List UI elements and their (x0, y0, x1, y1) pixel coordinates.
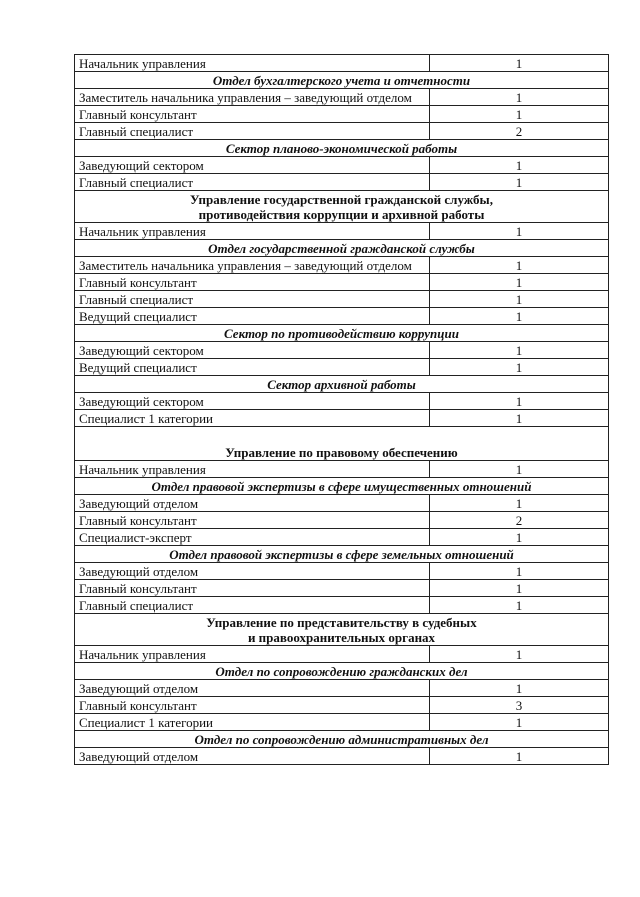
position-row (75, 680, 609, 697)
position-name: Начальник управления (75, 223, 430, 240)
position-row (75, 529, 609, 546)
position-count: 1 (430, 106, 609, 123)
position-name: Начальник управления (75, 646, 430, 663)
section-title: Отдел правовой экспертизы в сфере имущественных отношений (75, 478, 609, 495)
section-title: Сектор по противодействию коррупции (75, 325, 609, 342)
position-row (75, 646, 609, 663)
position-count: 1 (430, 646, 609, 663)
section-header-row (75, 663, 609, 680)
position-name: Заместитель начальника управления – заведующий отделом (75, 257, 430, 274)
section-title: Сектор планово-экономической работы (75, 140, 609, 157)
position-row (75, 257, 609, 274)
position-name: Заведующий отделом (75, 563, 430, 580)
section-header-row (75, 72, 609, 89)
position-name: Главный консультант (75, 580, 430, 597)
position-row (75, 55, 609, 72)
position-count: 1 (430, 410, 609, 427)
position-row (75, 274, 609, 291)
position-row (75, 106, 609, 123)
position-row (75, 714, 609, 731)
position-row (75, 223, 609, 240)
section-header-row (75, 546, 609, 563)
section-title: Отдел правовой экспертизы в сфере земельных отношений (75, 546, 609, 563)
position-count: 1 (430, 563, 609, 580)
position-count: 1 (430, 680, 609, 697)
position-name: Ведущий специалист (75, 359, 430, 376)
position-row (75, 157, 609, 174)
department-title-line: и правоохранительных органах (247, 630, 436, 645)
department-title (75, 427, 609, 461)
section-title: Отдел по сопровождению административных дел (75, 731, 609, 748)
position-name: Главный специалист (75, 123, 430, 140)
section-header-row (75, 140, 609, 157)
section-title: Отдел бухгалтерского учета и отчетности (75, 72, 609, 89)
position-row (75, 461, 609, 478)
position-name: Главный консультант (75, 274, 430, 291)
position-count: 1 (430, 342, 609, 359)
position-row (75, 563, 609, 580)
section-title: Сектор архивной работы (75, 376, 609, 393)
department-header-row (75, 614, 609, 646)
position-row (75, 359, 609, 376)
position-row (75, 697, 609, 714)
position-count: 1 (430, 597, 609, 614)
position-count: 1 (430, 529, 609, 546)
position-count: 1 (430, 714, 609, 731)
position-row (75, 174, 609, 191)
position-name: Главный специалист (75, 174, 430, 191)
department-header-row (75, 427, 609, 461)
department-title (75, 191, 609, 223)
position-count: 2 (430, 123, 609, 140)
position-name: Заместитель начальника управления – заведующий отделом (75, 89, 430, 106)
position-row (75, 291, 609, 308)
section-title: Отдел по сопровождению гражданских дел (75, 663, 609, 680)
department-title-line: Управление государственной гражданской службы, (190, 192, 493, 207)
position-count: 1 (430, 89, 609, 106)
position-count: 1 (430, 55, 609, 72)
position-name: Главный специалист (75, 291, 430, 308)
section-title: Отдел государственной гражданской службы (75, 240, 609, 257)
position-count: 1 (430, 274, 609, 291)
section-header-row (75, 478, 609, 495)
position-row (75, 580, 609, 597)
position-row (75, 597, 609, 614)
position-name: Специалист 1 категории (75, 410, 430, 427)
position-row (75, 89, 609, 106)
position-row (75, 512, 609, 529)
position-name: Заведующий отделом (75, 495, 430, 512)
position-row (75, 393, 609, 410)
position-name: Специалист-эксперт (75, 529, 430, 546)
department-title-line: противодействия коррупции и архивной работы (198, 207, 485, 222)
position-count: 3 (430, 697, 609, 714)
position-name: Заведующий отделом (75, 748, 430, 765)
section-header-row (75, 376, 609, 393)
position-row (75, 342, 609, 359)
position-name: Заведующий отделом (75, 680, 430, 697)
position-row (75, 123, 609, 140)
department-title-line: Управление по представительству в судебных (206, 615, 477, 630)
position-row (75, 308, 609, 325)
position-count: 1 (430, 393, 609, 410)
position-count: 1 (430, 461, 609, 478)
department-header-row (75, 191, 609, 223)
position-name: Специалист 1 категории (75, 714, 430, 731)
position-row (75, 748, 609, 765)
position-count: 1 (430, 174, 609, 191)
position-count: 1 (430, 157, 609, 174)
section-header-row (75, 240, 609, 257)
position-count: 1 (430, 308, 609, 325)
staff-table (74, 54, 609, 765)
position-count: 1 (430, 580, 609, 597)
staff-table-body (75, 55, 609, 765)
position-row (75, 495, 609, 512)
position-name: Начальник управления (75, 461, 430, 478)
position-name: Начальник управления (75, 55, 430, 72)
position-count: 1 (430, 748, 609, 765)
position-name: Заведующий сектором (75, 393, 430, 410)
position-count: 1 (430, 359, 609, 376)
position-count: 1 (430, 257, 609, 274)
position-name: Главный консультант (75, 512, 430, 529)
position-name: Главный консультант (75, 106, 430, 123)
position-name: Ведущий специалист (75, 308, 430, 325)
position-row (75, 410, 609, 427)
section-header-row (75, 731, 609, 748)
department-title-line: Управление по правовому обеспечению (225, 445, 458, 460)
position-name: Заведующий сектором (75, 157, 430, 174)
position-count: 1 (430, 495, 609, 512)
position-name: Главный специалист (75, 597, 430, 614)
position-count: 1 (430, 291, 609, 308)
position-count: 1 (430, 223, 609, 240)
position-name: Заведующий сектором (75, 342, 430, 359)
department-title (75, 614, 609, 646)
position-count: 2 (430, 512, 609, 529)
section-header-row (75, 325, 609, 342)
position-name: Главный консультант (75, 697, 430, 714)
